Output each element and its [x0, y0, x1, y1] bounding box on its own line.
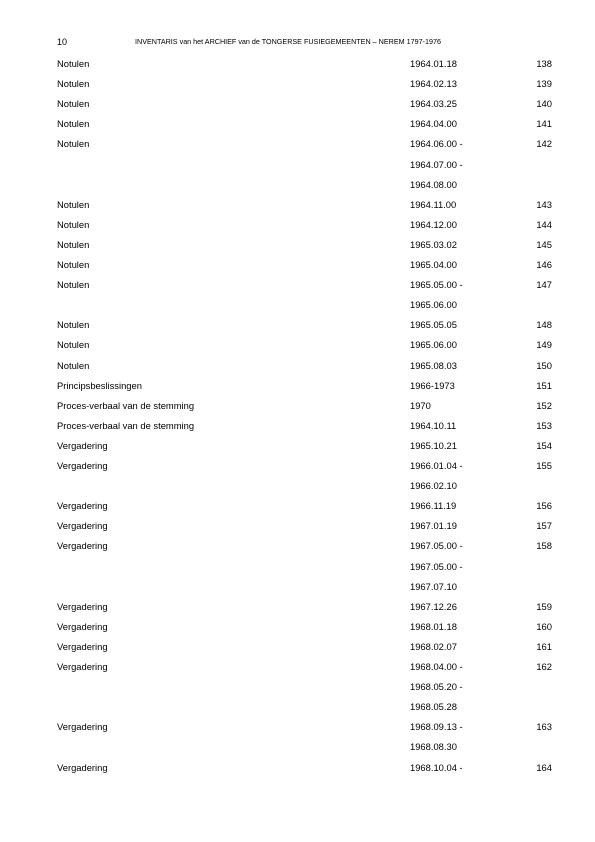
entry-title: Vergadering: [57, 761, 108, 773]
inventory-row: [0, 356, 595, 376]
entry-number: 153: [536, 419, 552, 431]
inventory-row: [0, 657, 595, 677]
entry-title: Vergadering: [57, 460, 108, 471]
entry-date: 1968.04.00 -: [410, 661, 463, 672]
entry-number: 138: [536, 58, 552, 69]
inventory-row: [0, 195, 595, 215]
entry-title: Notulen: [57, 118, 90, 130]
inventory-row: [0, 134, 595, 154]
entry-number: 162: [536, 661, 552, 672]
inventory-row: [0, 557, 595, 577]
page-header: [57, 36, 575, 48]
entry-title: Notulen: [57, 279, 90, 291]
entry-number: 146: [536, 259, 552, 270]
entry-title: Vergadering: [57, 439, 108, 451]
entry-number: 156: [536, 500, 552, 512]
entry-title: Notulen: [57, 319, 90, 331]
entry-title: Vergadering: [57, 500, 108, 512]
entry-date: 1966.11.19: [410, 500, 457, 512]
entry-number: 154: [536, 439, 552, 451]
entry-number: 158: [536, 540, 552, 552]
entry-title: Vergadering: [57, 600, 108, 612]
entry-date: 1967.01.19: [410, 520, 457, 532]
entry-date: 1964.01.18: [410, 58, 457, 69]
entry-title: Vergadering: [57, 661, 108, 672]
entry-date: 1967.12.26: [410, 600, 457, 612]
entry-date: 1966.01.04 -: [410, 460, 463, 471]
entry-number: 144: [536, 218, 552, 230]
inventory-row: [0, 597, 595, 617]
entry-number: 160: [536, 620, 552, 632]
inventory-row: [0, 516, 595, 536]
entry-title: Notulen: [57, 259, 90, 270]
entry-date: 1964.02.13: [410, 78, 457, 90]
inventory-row: [0, 275, 595, 295]
inventory-row: [0, 74, 595, 94]
entry-number: 159: [536, 600, 552, 612]
entry-title: Vergadering: [57, 620, 108, 632]
entry-title: Vergadering: [57, 540, 108, 552]
entry-title: Proces-verbaal van de stemming: [57, 399, 195, 411]
inventory-row: [0, 697, 595, 717]
entry-title: Vergadering: [57, 640, 108, 652]
entry-number: 145: [536, 238, 552, 250]
entry-date: 1965.05.00 -: [410, 279, 463, 291]
inventory-row: [0, 175, 595, 195]
entry-date: 1965.05.05: [410, 319, 457, 331]
inventory-row: [0, 496, 595, 516]
entry-number: 152: [536, 399, 552, 411]
entry-number: 140: [536, 98, 552, 110]
entry-date: 1965.08.03: [410, 359, 457, 371]
entry-date: 1964.04.00: [410, 118, 457, 130]
inventory-row: [0, 536, 595, 556]
entry-number: 148: [536, 319, 552, 331]
inventory-row: [0, 577, 595, 597]
entry-number: 149: [536, 339, 552, 351]
entry-number: 151: [536, 379, 552, 391]
entry-number: 143: [536, 198, 552, 210]
entry-date: 1964.11.00: [410, 198, 457, 210]
inventory-row: [0, 456, 595, 476]
entry-title: Notulen: [57, 138, 90, 150]
entry-title: Vergadering: [57, 721, 108, 733]
entry-title: Principsbeslissingen: [57, 379, 142, 391]
inventory-row: [0, 215, 595, 235]
inventory-row: [0, 295, 595, 315]
entry-date: 1965.06.00: [410, 299, 457, 311]
entry-date: 1964.10.11: [410, 419, 457, 431]
entry-date: 1966-1973: [410, 379, 455, 391]
inventory-row: [0, 737, 595, 757]
entry-date: 1964.06.00 -: [410, 138, 463, 150]
entry-number: 150: [536, 359, 552, 371]
inventory-row: [0, 758, 595, 778]
inventory-row: [0, 114, 595, 134]
inventory-row: [0, 396, 595, 416]
entry-title: Notulen: [57, 78, 90, 90]
entry-title: Notulen: [57, 98, 90, 110]
entry-number: 164: [536, 761, 552, 773]
entry-date: 1965.10.21: [410, 439, 457, 451]
entry-number: 141: [536, 118, 552, 130]
entry-title: Notulen: [57, 238, 90, 250]
inventory-row: [0, 637, 595, 657]
entry-title: Notulen: [57, 198, 90, 210]
entry-date: 1968.09.13 -: [410, 721, 463, 733]
entry-date: 1970: [410, 399, 431, 411]
entry-title: Proces-verbaal van de stemming: [57, 419, 195, 431]
inventory-row: [0, 315, 595, 335]
entry-date: 1964.03.25: [410, 98, 457, 110]
entry-date: 1965.06.00: [410, 339, 457, 351]
entry-number: 142: [536, 138, 552, 150]
inventory-row: [0, 617, 595, 637]
entry-number: 147: [536, 279, 552, 291]
entry-date: 1968.08.30: [410, 741, 457, 753]
inventory-row: [0, 255, 595, 275]
entry-date: 1968.05.28: [410, 701, 457, 713]
entry-date: 1967.07.10: [410, 580, 457, 592]
entry-number: 163: [536, 721, 552, 733]
entry-date: 1965.03.02: [410, 238, 457, 250]
entry-date: 1965.04.00: [410, 259, 457, 270]
inventory-row: [0, 335, 595, 355]
entry-date: 1968.10.04 -: [410, 761, 463, 773]
inventory-row: [0, 677, 595, 697]
entry-date: 1968.02.07: [410, 640, 457, 652]
entry-date: 1968.01.18: [410, 620, 457, 632]
inventory-row: [0, 54, 595, 74]
entry-date: 1967.05.00 -: [410, 540, 463, 552]
entry-date: 1964.08.00: [410, 178, 457, 190]
inventory-row: [0, 235, 595, 255]
inventory-row: [0, 436, 595, 456]
inventory-row: [0, 155, 595, 175]
entry-date: 1966.02.10: [410, 480, 457, 492]
entry-date: 1968.05.20 -: [410, 681, 463, 693]
page-number: 10: [57, 37, 68, 47]
entry-number: 157: [536, 520, 552, 532]
inventory-row: [0, 717, 595, 737]
header-title: INVENTARIS van het ARCHIEF van de TONGERSE FUSIEGEMEENTEN – NEREM 1797-1976: [135, 37, 441, 46]
entry-title: Notulen: [57, 58, 90, 69]
entry-number: 155: [536, 460, 552, 471]
entry-date: 1967.05.00 -: [410, 560, 463, 572]
inventory-row: [0, 416, 595, 436]
entry-title: Notulen: [57, 339, 90, 351]
inventory-row: [0, 94, 595, 114]
entry-number: 161: [536, 640, 552, 652]
entry-title: Notulen: [57, 359, 90, 371]
entry-title: Vergadering: [57, 520, 108, 532]
entry-date: 1964.07.00 -: [410, 158, 463, 170]
inventory-row: [0, 376, 595, 396]
inventory-row: [0, 476, 595, 496]
entry-number: 139: [536, 78, 552, 90]
entry-title: Notulen: [57, 218, 90, 230]
entry-date: 1964.12.00: [410, 218, 457, 230]
